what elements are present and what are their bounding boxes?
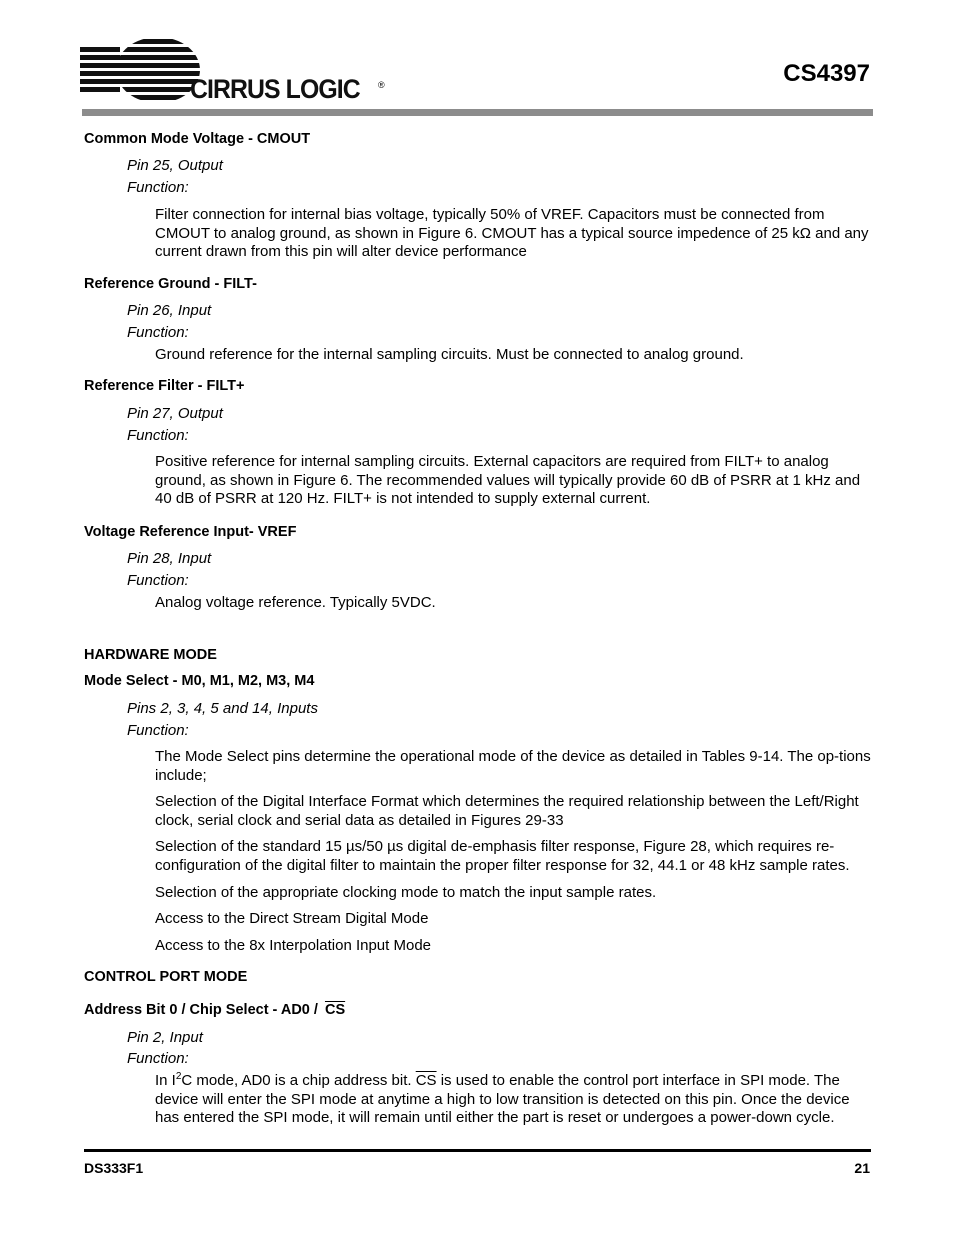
vref-description: Analog voltage reference. Typically 5VDC. — [155, 594, 436, 611]
vref-heading: Voltage Reference Input- VREF — [84, 524, 297, 540]
page-number: 21 — [854, 1160, 870, 1176]
mode-select-para-5: Access to the Direct Stream Digital Mode — [155, 910, 429, 927]
mode-select-function-label: Function: — [127, 722, 189, 739]
vref-function-label: Function: — [127, 572, 189, 589]
cirrus-logo-mark-icon — [80, 36, 200, 108]
mode-select-para-2: Selection of the Digital Interface Format which determines the required relationship between the Left/Right clock, serial clock and serial data as detailed in Figures 29-33 — [155, 793, 859, 829]
mode-select-pin: Pins 2, 3, 4, 5 and 14, Inputs — [127, 700, 318, 717]
address-bit-function-label: Function: — [127, 1050, 189, 1067]
control-port-mode-heading: CONTROL PORT MODE — [84, 969, 248, 985]
cmout-description: Filter connection for internal bias voltage, typically 50% of VREF. Capacitors must be connected from CMOUT to analog ground, as shown in Figure 6. CMOUT has a typical source impedence of 25 kΩ and any current drawn from this pin will alter device performance — [155, 206, 869, 261]
address-bit-heading — [84, 1002, 345, 1018]
filt-minus-function-label: Function: — [127, 324, 189, 341]
logo-wordmark: CIRRUS LOGIC — [190, 74, 360, 104]
filt-minus-description: Ground reference for the internal sampling circuits. Must be connected to analog ground. — [155, 346, 744, 363]
registered-mark: ® — [378, 80, 385, 90]
desc-chip-select-overbar: $\overline{CS}$ — [415, 1072, 437, 1089]
hardware-mode-heading: HARDWARE MODE — [84, 647, 217, 663]
header-rule — [82, 109, 873, 116]
filt-plus-pin: Pin 27, Output — [127, 405, 223, 422]
filt-minus-heading: Reference Ground - FILT- — [84, 276, 257, 292]
address-bit-description — [155, 1072, 871, 1128]
mode-select-para-3: Selection of the standard 15 µs/50 µs digital de-emphasis filter response, Figure 28, which requires re-configuration of the digital filter to maintain the proper filter response for 32, 44.1 or 48 kHz sample rates. — [155, 838, 850, 874]
cmout-pin: Pin 25, Output — [127, 157, 223, 174]
address-bit-pin: Pin 2, Input — [127, 1029, 203, 1046]
desc-text-3: is used to enable the control port interface in SPI mode. The device will enter the SPI mode at anytime a high to low transition is detected on this pin. Once the device has entered the SPI mode, it will remain until either the part is reset or undergoes a power-down cycle. — [155, 1072, 850, 1127]
desc-text-2: C mode, AD0 is a chip address bit. — [181, 1072, 416, 1089]
filt-plus-heading: Reference Filter - FILT+ — [84, 378, 245, 394]
mode-select-heading: Mode Select - M0, M1, M2, M3, M4 — [84, 673, 315, 689]
company-logo — [80, 36, 390, 108]
cmout-heading: Common Mode Voltage - CMOUT — [84, 131, 311, 147]
vref-pin: Pin 28, Input — [127, 550, 212, 567]
chip-select-overbar-label: $\overline{CS}$ — [324, 1002, 346, 1018]
footer-rule — [84, 1149, 871, 1152]
cmout-function-label: Function: — [127, 179, 189, 196]
part-number: CS4397 — [783, 60, 870, 87]
desc-text-1: In I — [155, 1072, 176, 1089]
mode-select-para-6: Access to the 8x Interpolation Input Mode — [155, 937, 431, 954]
document-id: DS333F1 — [84, 1160, 144, 1176]
address-bit-heading-text: Address Bit 0 / Chip Select - AD0 / — [84, 1002, 322, 1018]
filt-plus-function-label: Function: — [127, 427, 189, 444]
mode-select-para-1: The Mode Select pins determine the operational mode of the device as detailed in Tables 9-14. The op-tions include; — [155, 748, 871, 784]
desc-superscript: 2 — [175, 1071, 182, 1082]
filt-minus-pin: Pin 26, Input — [127, 302, 212, 319]
mode-select-para-4: Selection of the appropriate clocking mode to match the input sample rates. — [155, 884, 657, 901]
filt-plus-description: Positive reference for internal sampling circuits. External capacitors are required from FILT+ to analog ground, as shown in Figure 6. The recommended values will typically provide 60 dB of PSRR at 1 kHz and 40 dB of PSRR at 120 Hz. FILT+ is not intended to supply external current. — [155, 453, 861, 508]
